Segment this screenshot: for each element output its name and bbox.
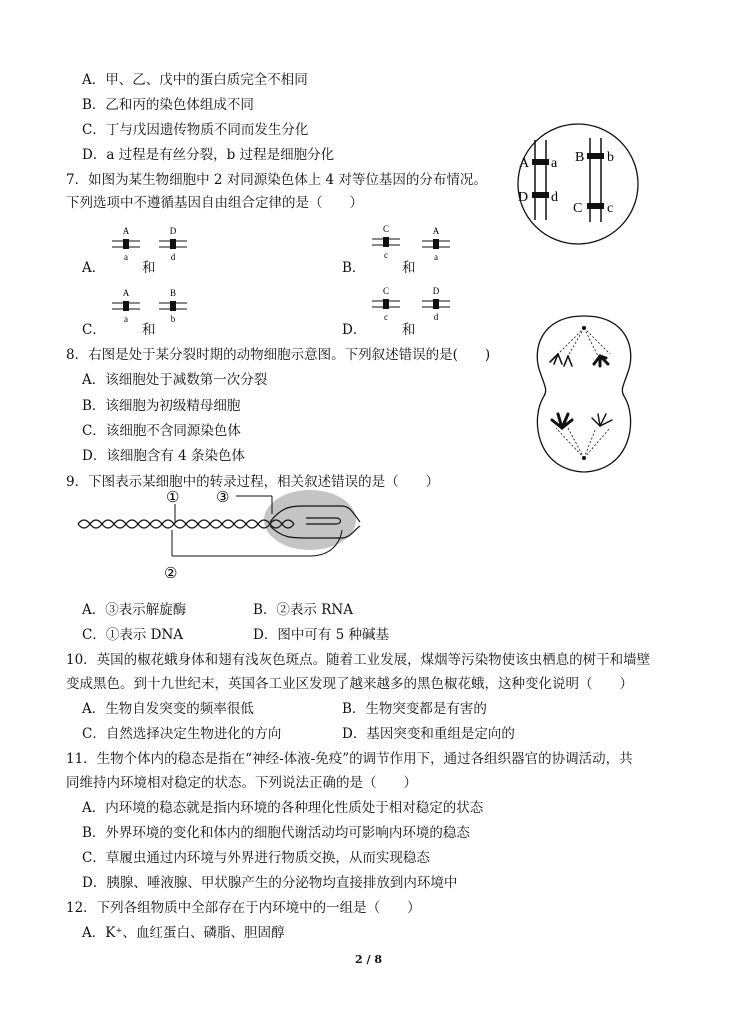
q7-option-b-and: 和 [402,260,416,276]
q10-option-a: A．生物自发突变的频率很低 [82,701,254,717]
q12-option-a: A．K⁺、血红蛋白、磷脂、胆固醇 [82,925,285,941]
q9-option-c: C．①表示 DNA [82,627,184,643]
allele-bottom: a [124,314,128,324]
allele-bottom: c [384,312,388,322]
q12-stem: 12．下列各组物质中全部存在于内环境中的一组是（ ） [66,900,421,916]
gene-label-D: D [518,190,529,205]
gene-label-A: A [519,156,530,171]
q7-option-b-pair-2 [418,226,454,262]
q9-option-b: B．②表示 RNA [253,602,353,618]
gene-label-d: d [551,190,558,205]
gene-label-a: a [551,156,558,171]
q7-option-d-label: D． [342,322,367,338]
q8-option-c: C．该细胞不含同源染色体 [82,423,241,439]
allele-bottom: b [170,314,176,324]
q8-option-d: D．该细胞含有 4 条染色体 [82,448,245,464]
allele-bottom: d [433,312,439,322]
q11-stem-line1: 11．生物个体内的稳态是指在“神经-体液-免疫”的调节作用下，通过各组织器官的协调活动，共 [66,751,633,767]
allele-top: D [169,226,177,236]
allele-top: A [122,288,130,298]
q11-option-b: B．外界环境的变化和体内的细胞代谢活动均可影响内环境的稳态 [82,825,470,841]
label-2: ② [164,566,178,582]
q7-option-c-pair-1 [108,288,144,324]
q6-option-b: B．乙和丙的染色体组成不同 [82,97,254,113]
allele-top: C [382,224,390,234]
q11-option-c: C．草履虫通过内环境与外界进行物质交换，从而实现稳态 [82,850,430,866]
gene-label-c: c [607,201,614,216]
label-1: ① [166,490,180,506]
q7-option-d-and: 和 [402,322,416,338]
q6-option-d: D．a 过程是有丝分裂，b 过程是细胞分化 [82,147,335,163]
q10-option-d: D．基因突变和重组是定向的 [342,726,515,742]
allele-bottom: d [170,252,176,262]
q7-option-c-and: 和 [142,322,156,338]
allele-top: A [122,226,130,236]
q7-option-a-pair-2 [155,226,191,262]
q10-option-c: C．自然选择决定生物进化的方向 [82,726,282,742]
q7-option-a-pair-1 [108,226,144,262]
page-number: 2 / 8 [355,953,382,966]
q9-option-a: A．③表示解旋酶 [82,602,187,618]
dividing-cell-figure [528,310,640,478]
allele-top: D [432,286,440,296]
q6-option-a: A．甲、乙、戊中的蛋白质完全不相同 [82,72,308,88]
allele-bottom: c [384,250,388,260]
q7-stem-line2: 下列选项中不遵循基因自由组合定律的是（ ） [66,195,363,211]
q11-stem-line2: 同维持内环境相对稳定的状态。下列说法正确的是（ ） [66,775,417,791]
q8-option-b: B．该细胞为初级精母细胞 [82,398,241,414]
label-3: ③ [216,490,230,506]
q7-option-a-label: A． [82,260,106,276]
transcription-figure [70,484,370,584]
q10-stem-line2: 变成黑色。到十九世纪末，英国各工业区发现了越来越多的黑色椒花蛾，这种变化说明（ ） [66,676,633,692]
allele-top: B [169,288,177,298]
q11-option-a: A．内环境的稳态就是指内环境的各种理化性质处于相对稳定的状态 [82,800,484,816]
q8-stem: 8．右图是处于某分裂时期的动物细胞示意图。下列叙述错误的是( ) [66,347,491,363]
q7-option-b-pair-1 [368,224,404,260]
allele-top: C [382,286,390,296]
q9-option-d: D．图中可有 5 种碱基 [253,627,389,643]
q8-option-a: A．该细胞处于减数第一次分裂 [82,372,268,388]
allele-bottom: a [434,252,438,262]
q7-option-d-pair-1 [368,286,404,322]
allele-top: A [432,226,440,236]
q7-option-a-and: 和 [142,260,156,276]
q6-option-c: C．丁与戊因遗传物质不同而发生分化 [82,122,309,138]
q10-stem-line1: 10．英国的椒花蛾身体和翅有浅灰色斑点。随着工业发展，煤烟等污染物使该虫栖息的树干和墙壁 [66,652,651,668]
q7-stem-line1: 7．如图为某生物细胞中 2 对同源染色体上 4 对等位基因的分布情况。 [66,172,487,188]
gene-label-b: b [607,150,614,165]
homologous-chromosome-cell-figure [514,122,642,246]
q9-stem: 9．下图表示某细胞中的转录过程，相关叙述错误的是（ ） [66,474,440,490]
q11-option-d: D．胰腺、唾液腺、甲状腺产生的分泌物均直接排放到内环境中 [82,875,458,891]
q7-option-d-pair-2 [418,286,454,322]
allele-bottom: a [124,252,128,262]
q7-option-b-label: B． [342,260,366,276]
q10-option-b: B．生物突变都是有害的 [342,701,487,717]
q7-option-c-pair-2 [155,288,191,324]
gene-label-B: B [575,150,585,165]
gene-label-C: C [573,201,583,216]
q7-option-c-label: C． [82,322,106,338]
